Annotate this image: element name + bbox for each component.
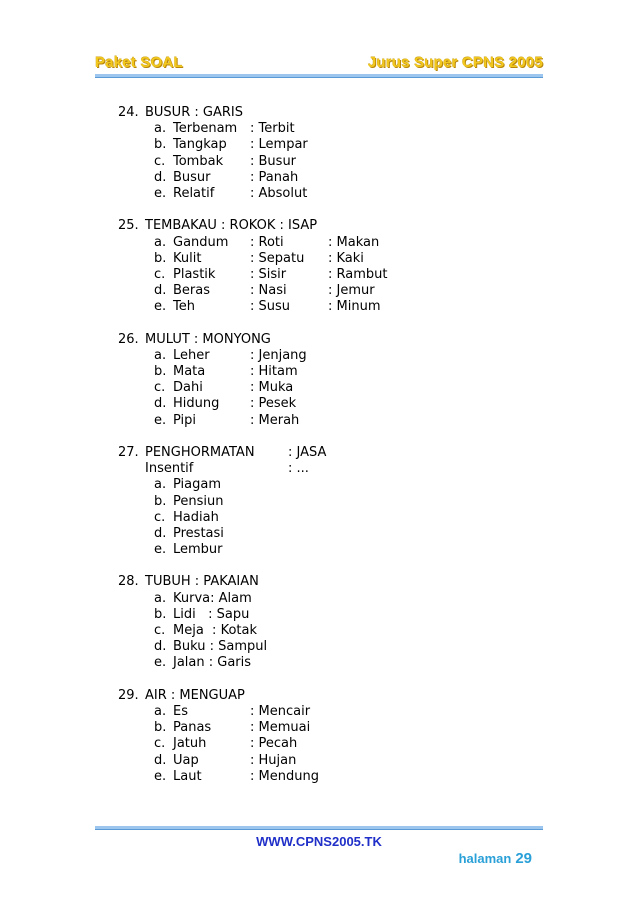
- option-text: Dahi: [173, 380, 203, 396]
- question-stem-row: [118, 332, 538, 348]
- question-stem-row: [118, 445, 538, 461]
- answer-option: [118, 364, 538, 380]
- footer-rule: [95, 826, 543, 830]
- question-29: [118, 688, 538, 785]
- option-letter: e.: [154, 542, 167, 558]
- option-text: : Nasi: [250, 283, 287, 299]
- option-text: : Panah: [250, 169, 299, 185]
- answer-option: [118, 186, 538, 202]
- option-text: : Kaki: [328, 250, 364, 266]
- option-letter: b.: [154, 720, 167, 736]
- option-letter: b.: [154, 606, 167, 622]
- question-stem-row: [118, 688, 538, 704]
- option-text: Pipi: [173, 412, 197, 428]
- option-text: : Mendung: [250, 768, 319, 784]
- option-text: Hadiah: [173, 509, 219, 525]
- option-letter: a.: [154, 121, 167, 137]
- option-text: : Merah: [250, 412, 300, 428]
- option-text: : Sisir: [250, 266, 287, 282]
- page-number: 29: [515, 850, 532, 867]
- option-text: Laut: [173, 768, 202, 784]
- answer-option: [118, 235, 538, 251]
- option-text: Jalan : Garis: [173, 655, 252, 671]
- option-letter: d.: [154, 283, 167, 299]
- question-stem-line2-pair: : ...: [288, 461, 309, 477]
- answer-option: [118, 477, 538, 493]
- answer-option: [118, 639, 538, 655]
- option-text: Meja : Kotak: [173, 623, 257, 638]
- question-26: [118, 332, 538, 429]
- option-letter: d.: [154, 169, 167, 185]
- question-25: [118, 218, 538, 315]
- question-stem-row: [118, 218, 538, 234]
- answer-option: [118, 267, 538, 283]
- question-28: [118, 574, 538, 671]
- option-text: Kurva: Alam: [173, 590, 252, 606]
- header-title-right: Jurus Super CPNS 2005: [367, 54, 543, 71]
- option-letter: c.: [154, 509, 166, 525]
- answer-option: [118, 542, 538, 558]
- option-text: Relatif: [173, 185, 215, 201]
- question-stem: MULUT : MONYONG: [145, 331, 271, 347]
- answer-option: [118, 413, 538, 429]
- option-text: Beras: [173, 283, 211, 299]
- option-text: : Rambut: [328, 266, 388, 282]
- answer-option: [118, 655, 538, 671]
- answer-option: [118, 251, 538, 267]
- option-letter: c.: [154, 623, 166, 638]
- answer-option: [118, 283, 538, 299]
- option-text: : Lempar: [250, 137, 308, 153]
- answer-option: [118, 154, 538, 170]
- option-text: Terbenam: [173, 121, 238, 137]
- option-text: Buku : Sampul: [173, 639, 268, 655]
- option-letter: d.: [154, 752, 167, 768]
- answer-option: [118, 704, 538, 720]
- option-letter: e.: [154, 655, 167, 671]
- option-text: Jatuh: [173, 736, 207, 752]
- option-letter: b.: [154, 493, 167, 509]
- option-letter: d.: [154, 396, 167, 412]
- option-letter: c.: [154, 266, 166, 282]
- option-letter: a.: [154, 477, 167, 493]
- option-letter: a.: [154, 590, 167, 606]
- option-text: Busur: [173, 169, 211, 185]
- answer-option: [118, 736, 538, 752]
- option-text: Tangkap: [173, 137, 227, 153]
- question-stem-row: [118, 574, 538, 590]
- answer-option: [118, 380, 538, 396]
- option-text: Lembur: [173, 542, 223, 558]
- answer-option: [118, 137, 538, 153]
- question-stem-row-2: [118, 461, 538, 477]
- answer-option: [118, 769, 538, 785]
- option-text: Hidung: [173, 396, 220, 412]
- answer-option: [118, 170, 538, 186]
- option-text: Leher: [173, 347, 210, 363]
- answer-option: [118, 753, 538, 769]
- question-list: [118, 105, 538, 801]
- option-letter: e.: [154, 412, 167, 428]
- header-title-left: Paket SOAL: [95, 54, 183, 71]
- option-text: : Pecah: [250, 736, 298, 752]
- question-number: 25.: [118, 218, 139, 234]
- answer-option: [118, 510, 538, 526]
- option-text: : Muka: [250, 380, 294, 396]
- answer-option: [118, 348, 538, 364]
- option-letter: a.: [154, 234, 167, 250]
- header-rule: [95, 74, 543, 78]
- option-text: Lidi : Sapu: [173, 606, 250, 622]
- option-letter: a.: [154, 703, 167, 719]
- option-text: : Pesek: [250, 396, 297, 412]
- option-text: Gandum: [173, 234, 229, 250]
- option-letter: d.: [154, 525, 167, 541]
- option-letter: c.: [154, 736, 166, 752]
- option-text: : Susu: [250, 299, 291, 315]
- option-text: Teh: [173, 299, 195, 315]
- option-letter: c.: [154, 380, 166, 396]
- option-text: : Hujan: [250, 752, 297, 768]
- option-letter: a.: [154, 347, 167, 363]
- option-letter: e.: [154, 185, 167, 201]
- answer-option: [118, 607, 538, 623]
- option-text: : Memuai: [250, 720, 311, 736]
- option-text: Piagam: [173, 477, 222, 493]
- option-text: Prestasi: [173, 525, 224, 541]
- option-text: : Absolut: [250, 185, 308, 201]
- answer-option: [118, 720, 538, 736]
- option-text: Uap: [173, 752, 199, 768]
- question-number: 29.: [118, 687, 139, 703]
- option-letter: c.: [154, 153, 166, 169]
- question-stem: AIR : MENGUAP: [145, 687, 245, 703]
- answer-option: [118, 623, 538, 639]
- option-text: : Hitam: [250, 364, 298, 379]
- option-text: : Roti: [250, 234, 284, 250]
- option-text: : Sepatu: [250, 250, 305, 266]
- option-text: : Makan: [328, 234, 380, 250]
- option-text: Es: [173, 703, 188, 719]
- option-text: : Mencair: [250, 703, 311, 719]
- page-label: halaman: [458, 851, 512, 866]
- answer-option: [118, 299, 538, 315]
- option-letter: e.: [154, 768, 167, 784]
- question-stem: BUSUR : GARIS: [145, 105, 243, 120]
- option-letter: e.: [154, 299, 167, 315]
- question-stem: TEMBAKAU : ROKOK : ISAP: [145, 218, 318, 234]
- answer-option: [118, 494, 538, 510]
- answer-option: [118, 526, 538, 542]
- question-number: 28.: [118, 574, 139, 590]
- question-stem-line2: Insentif: [145, 461, 194, 477]
- option-letter: d.: [154, 639, 167, 655]
- option-text: Panas: [173, 720, 212, 736]
- option-text: : Busur: [250, 153, 297, 169]
- answer-option: [118, 396, 538, 412]
- question-stem-pair: : JASA: [288, 444, 327, 460]
- option-letter: b.: [154, 250, 167, 266]
- option-text: Plastik: [173, 266, 216, 282]
- option-letter: b.: [154, 364, 167, 379]
- option-text: Mata: [173, 364, 206, 379]
- option-text: Tombak: [173, 153, 224, 169]
- option-text: Pensiun: [173, 493, 224, 509]
- option-text: : Jemur: [328, 283, 375, 299]
- answer-option: [118, 591, 538, 607]
- question-number: 26.: [118, 331, 139, 347]
- answer-option: [118, 121, 538, 137]
- question-number: 24.: [118, 105, 139, 120]
- footer-page-info: [459, 850, 532, 867]
- question-stem-row: [118, 105, 538, 121]
- option-letter: b.: [154, 137, 167, 153]
- question-number: 27.: [118, 444, 139, 460]
- option-text: : Jenjang: [250, 347, 307, 363]
- option-text: Kulit: [173, 250, 202, 266]
- question-24: [118, 105, 538, 202]
- option-text: : Terbit: [250, 121, 295, 137]
- footer-url: WWW.CPNS2005.TK: [256, 834, 382, 849]
- option-text: : Minum: [328, 299, 381, 315]
- question-stem: PENGHORMATAN: [145, 444, 255, 460]
- question-27: [118, 445, 538, 558]
- question-stem: TUBUH : PAKAIAN: [145, 574, 259, 590]
